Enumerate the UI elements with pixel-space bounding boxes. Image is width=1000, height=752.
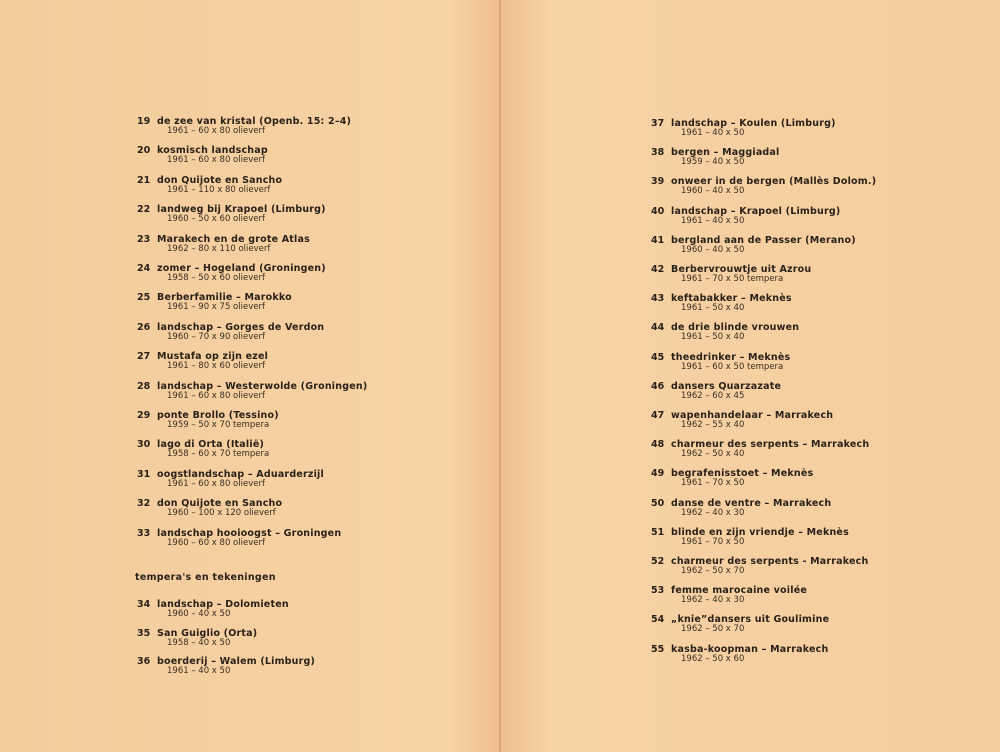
entry-details: 1961 – 90 x 75 olieverf (167, 302, 265, 313)
entry-title: don Quijote en Sancho (157, 498, 283, 510)
entry-details: 1961 – 60 x 80 olieverf (167, 478, 265, 489)
entry-title: wapenhandelaar – Marrakech (671, 410, 834, 421)
entry-details: 1962 – 55 x 40 (681, 420, 745, 430)
entry-details: 1961 – 70 x 50 (681, 536, 745, 547)
entry-details: 1958 – 50 x 60 olieverf (167, 273, 265, 283)
entry-details: 1960 – 100 x 120 olieverf (167, 508, 276, 519)
entry-details: 1961 – 60 x 80 olieverf (167, 126, 265, 136)
entry-title: landschap – Dolomieten (157, 599, 289, 610)
entry-details: 1961 – 70 x 50 (681, 478, 745, 489)
entry-number: 38 (651, 147, 665, 159)
entry-title: begrafenisstoet – Meknès (671, 468, 814, 480)
entry-number: 37 (651, 118, 665, 129)
entry-title: dansers Quarzazate (671, 380, 782, 392)
entry-title: blinde en zijn vriendje – Meknès (671, 526, 849, 538)
entry-details: 1961 – 60 x 50 tempera (681, 361, 784, 372)
entry-number: 47 (651, 410, 665, 421)
entry-details: 1961 – 50 x 40 (681, 303, 745, 314)
entry-details: 1962 – 40 x 30 (681, 507, 745, 518)
entry-number: 32 (137, 498, 151, 510)
entry-title: landschap hooioogst – Groningen (157, 527, 342, 539)
entry-title: landschap – Westerwolde (Groningen) (157, 380, 368, 392)
entry-number: 54 (651, 614, 665, 626)
entry-number: 34 (137, 599, 151, 610)
entry-title: de zee van kristal (Openb. 15: 2–4) (157, 116, 352, 127)
entry-number: 52 (651, 556, 665, 567)
entry-details: 1959 – 40 x 50 (681, 157, 745, 168)
entry-number: 31 (137, 468, 151, 480)
entry-number: 29 (137, 410, 151, 421)
entry-title: femme marocaine voilée (671, 585, 807, 597)
entry-number: 46 (651, 380, 665, 392)
entry-title: de drie blinde vrouwen (671, 322, 800, 334)
entry-title: lago di Orta (Italië) (157, 439, 265, 451)
entry-title: kasba-koopman – Marrakech (671, 643, 829, 655)
entry-details: 1961 – 70 x 50 tempera (681, 274, 784, 284)
entry-details: 1962 – 80 x 110 olieverf (167, 243, 271, 254)
entry-details: 1961 – 80 x 60 olieverf (167, 361, 265, 372)
entry-number: 35 (137, 627, 151, 639)
left-page (0, 0, 499, 752)
entry-number: 22 (137, 204, 151, 216)
section-heading: tempera's en tekeningen (135, 572, 276, 583)
entry-details: 1960 – 70 x 90 olieverf (167, 331, 265, 342)
entry-title: landschap – Koulen (Limburg) (671, 118, 836, 129)
entry-number: 45 (651, 351, 665, 363)
entry-details: 1960 – 40 x 50 (681, 244, 745, 255)
entry-number: 28 (137, 380, 151, 392)
entry-number: 23 (137, 233, 151, 245)
entry-number: 27 (137, 351, 151, 363)
entry-details: 1962 – 50 x 70 (681, 566, 745, 576)
entry-title: „knie”dansers uit Goulimine (671, 614, 830, 626)
entry-number: 41 (651, 234, 665, 246)
entry-title: ponte Brollo (Tessino) (157, 410, 279, 421)
entry-number: 21 (137, 174, 151, 186)
entry-title: oogstlandschap – Aduarderzijl (157, 468, 324, 480)
entry-number: 24 (137, 263, 151, 274)
entry-details: 1962 – 60 x 45 (681, 390, 745, 401)
entry-title: Berbervrouwtje uit Azrou (671, 264, 812, 275)
entry-title: Marakech en de grote Atlas (157, 233, 310, 245)
entry-title: Mustafa op zijn ezel (157, 351, 269, 363)
entry-number: 55 (651, 643, 665, 655)
entry-details: 1962 – 50 x 60 (681, 653, 745, 664)
entry-details: 1958 – 60 x 70 tempera (167, 449, 270, 460)
entry-title: bergen – Maggiadal (671, 147, 780, 159)
entry-number: 26 (137, 321, 151, 333)
entry-title: don Quijote en Sancho (157, 174, 283, 186)
entry-number: 50 (651, 497, 665, 509)
entry-title: landweg bij Krapoel (Limburg) (157, 204, 326, 216)
entry-number: 43 (651, 293, 665, 305)
entry-number: 53 (651, 585, 665, 597)
entry-details: 1962 – 50 x 40 (681, 449, 745, 460)
entry-details: 1961 – 110 x 80 olieverf (167, 184, 271, 195)
entry-details: 1962 – 50 x 70 (681, 624, 745, 635)
entry-details: 1961 – 40 x 50 (681, 128, 745, 138)
entry-details: 1960 – 40 x 50 (681, 186, 745, 197)
entry-number: 30 (137, 439, 151, 451)
entry-title: keftabakker – Meknès (671, 293, 792, 305)
entry-title: zomer – Hogeland (Groningen) (157, 263, 326, 274)
entry-number: 33 (137, 527, 151, 539)
right-page (501, 0, 1000, 752)
entry-title: Berberfamilie – Marokko (157, 292, 292, 304)
entry-title: onweer in de bergen (Mallès Dolom.) (671, 176, 877, 188)
entry-number: 51 (651, 526, 665, 538)
entry-title: theedrinker – Meknès (671, 351, 791, 363)
entry-number: 42 (651, 264, 665, 275)
entry-details: 1958 – 40 x 50 (167, 637, 231, 648)
entry-title: San Guiglio (Orta) (157, 627, 258, 639)
entry-number: 36 (137, 656, 151, 667)
entry-number: 40 (651, 205, 665, 217)
entry-title: danse de ventre – Marrakech (671, 497, 832, 509)
entry-details: 1960 – 40 x 50 (167, 609, 231, 619)
entry-details: 1961 – 50 x 40 (681, 332, 745, 343)
entry-title: bergland aan de Passer (Merano) (671, 234, 856, 246)
entry-details: 1961 – 60 x 80 olieverf (167, 155, 265, 166)
entry-number: 48 (651, 439, 665, 451)
entry-details: 1960 – 50 x 60 olieverf (167, 214, 265, 225)
entry-number: 19 (137, 116, 151, 127)
entry-title: charmeur des serpents - Marrakech (671, 556, 869, 567)
entry-number: 44 (651, 322, 665, 334)
entry-details: 1959 – 50 x 70 tempera (167, 420, 270, 430)
entry-details: 1961 – 60 x 80 olieverf (167, 390, 265, 401)
entry-number: 20 (137, 145, 151, 157)
entry-number: 39 (651, 176, 665, 188)
entry-details: 1961 – 40 x 50 (681, 215, 745, 226)
entry-title: charmeur des serpents – Marrakech (671, 439, 870, 451)
entry-details: 1961 – 40 x 50 (167, 666, 231, 676)
entry-details: 1962 – 40 x 30 (681, 595, 745, 606)
entry-title: landschap – Krapoel (Limburg) (671, 205, 841, 217)
entry-title: landschap – Gorges de Verdon (157, 321, 325, 333)
entry-title: kosmisch landschap (157, 145, 268, 157)
entry-number: 25 (137, 292, 151, 304)
entry-details: 1960 – 60 x 80 olieverf (167, 537, 265, 548)
entry-number: 49 (651, 468, 665, 480)
entry-title: boerderij – Walem (Limburg) (157, 656, 316, 667)
